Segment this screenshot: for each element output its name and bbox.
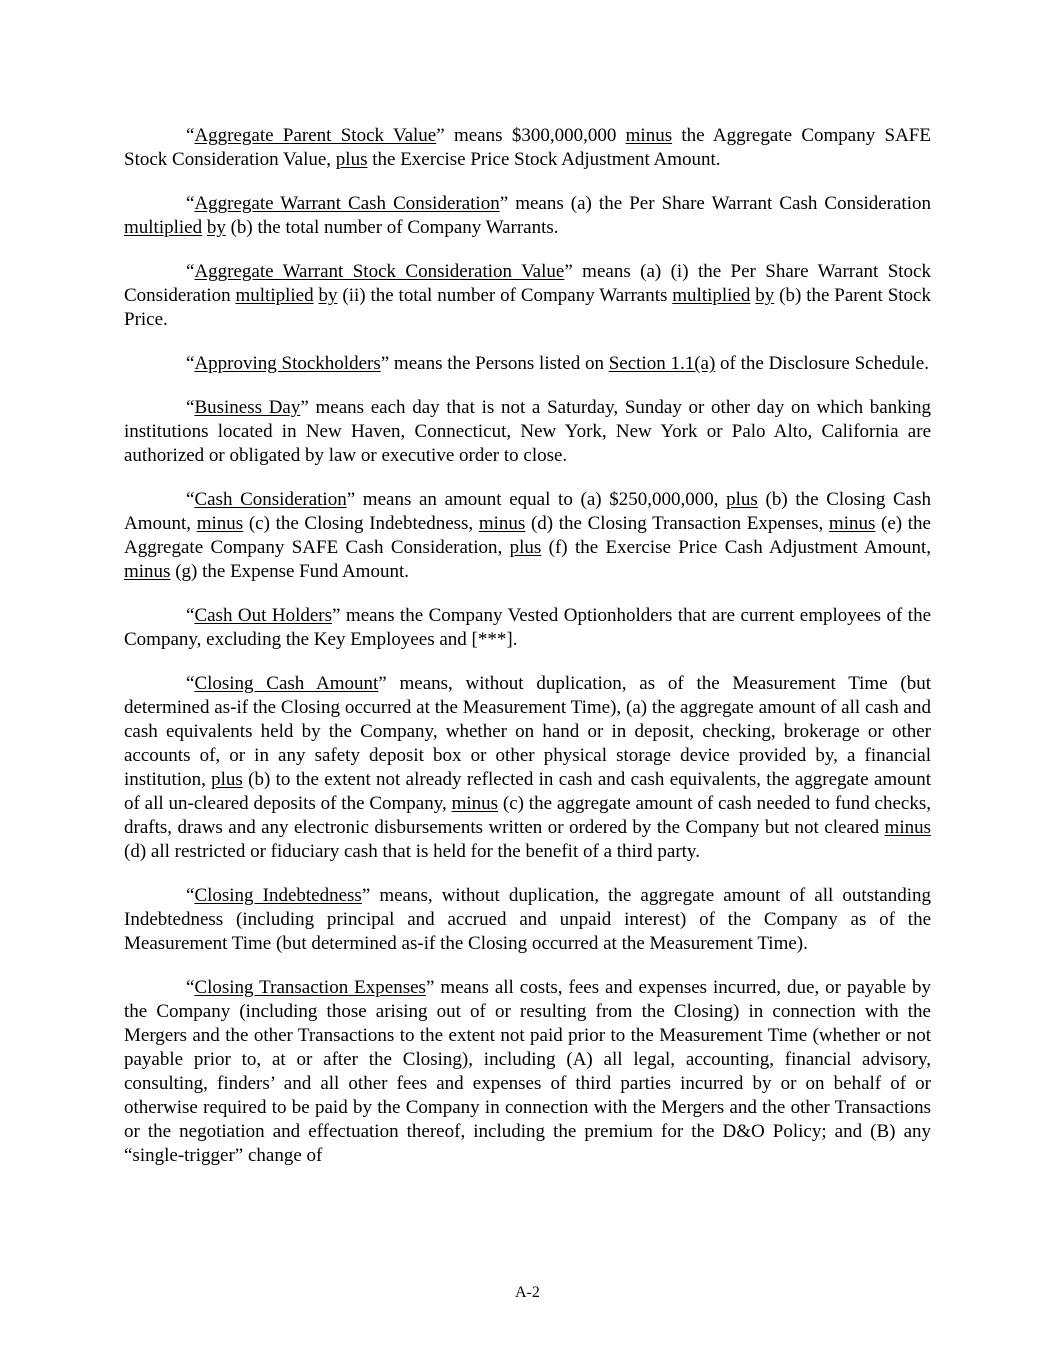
text-segment: (c) the Closing Indebtedness, — [243, 513, 479, 534]
section-reference: Section 1.1(a) — [608, 353, 716, 374]
text-segment: the Exercise Price Stock Adjustment Amount. — [367, 149, 721, 170]
defined-term: Aggregate Warrant Cash Consideration — [194, 193, 500, 214]
operator-term: plus — [509, 537, 542, 558]
definition-closing-transaction-expenses — [124, 976, 931, 1168]
text-segment: (b) the Closing Cash Amount, — [124, 489, 931, 534]
text-segment: “ — [186, 353, 195, 374]
text-segment: (b) the total number of Company Warrants. — [225, 217, 559, 238]
text-segment: “ — [186, 673, 195, 694]
defined-term: Approving Stockholders — [194, 353, 381, 374]
defined-term: Closing Cash Amount — [194, 673, 379, 694]
defined-term: Business Day — [194, 397, 301, 418]
defined-term: Cash Consideration — [194, 489, 347, 510]
text-segment: “ — [186, 977, 195, 998]
operator-term: minus — [124, 561, 171, 582]
defined-term: Aggregate Parent Stock Value — [194, 125, 437, 146]
operator-term: minus — [451, 793, 499, 814]
operator-term: minus — [478, 513, 526, 534]
text-segment: ” means the Persons listed on — [380, 353, 609, 374]
defined-term: Cash Out Holders — [194, 605, 333, 626]
text-segment: ” means the Company Vested Optionholders that are current employees of the Company, excluding the Key Employees and [***]. — [124, 605, 931, 650]
text-segment: ” means each day that is not a Saturday, Sunday or other day on which banking institutions located in New Haven, Connecticut, New York, New York or Palo Alto, California are authorized or obligated by law or executive order to close. — [124, 397, 931, 466]
operator-term: plus — [211, 769, 243, 790]
text-segment: ” means an amount equal to (a) $250,000,000, — [346, 489, 727, 510]
operator-term: plus — [335, 149, 368, 170]
definition-cash-consideration — [124, 488, 931, 584]
document-body — [124, 124, 931, 1188]
text-segment: “ — [186, 261, 195, 282]
operator-term: by — [206, 217, 226, 238]
defined-term: Aggregate Warrant Stock Consideration Value — [194, 261, 565, 282]
text-segment: ” means, without duplication, as of the Measurement Time (but determined as-if the Closing occurred at the Measurement Time), (a) the aggregate amount of all cash and cash equivalents held by the Company, whether on hand or in deposit, checking, brokerage or other accounts of, or in any safety deposit box or other physical storage device provided by, a financial institution, — [124, 673, 931, 790]
text-segment: (e) the Aggregate Company SAFE Cash Consideration, — [124, 513, 931, 558]
text-segment: ” means all costs, fees and expenses incurred, due, or payable by the Company (including those arising out of or resulting from the Closing) in connection with the Mergers and the other Transactions to the extent not paid prior to the Measurement Time (whether or not payable prior to, at or after the Closing), including (A) all legal, accounting, financial advisory, consulting, finders’ and all other fees and expenses of third parties incurred by or on behalf of or otherwise required to be paid by the Company in connection with the Mergers and the other Transactions or the negotiation and effectuation thereof, including the premium for the D&O Policy; and (B) any “single-trigger” change of — [124, 977, 931, 1166]
definition-business-day — [124, 396, 931, 468]
text-segment: (b) to the extent not already reflected in cash and cash equivalents, the aggregate amount of all un-cleared deposits of the Company, — [124, 769, 931, 814]
definition-aggregate-parent-stock-value — [124, 124, 931, 172]
definition-closing-indebtedness — [124, 884, 931, 956]
text-segment: (c) the aggregate amount of cash needed to fund checks, drafts, draws and any electronic disbursements written or ordered by the Company but not cleared — [124, 793, 931, 838]
defined-term: Closing Indebtedness — [194, 885, 362, 906]
operator-term: minus — [884, 817, 931, 838]
text-segment: ” means (a) the Per Share Warrant Cash Consideration — [499, 193, 931, 214]
text-segment: ” means $300,000,000 — [436, 125, 626, 146]
text-segment: of the Disclosure Schedule. — [715, 353, 929, 374]
operator-term: plus — [726, 489, 758, 510]
text-segment: ” means (a) (i) the Per Share Warrant Stock Consideration — [124, 261, 931, 306]
definition-approving-stockholders — [124, 352, 931, 376]
text-segment: (b) the Parent Stock Price. — [124, 285, 931, 330]
text-segment: “ — [186, 397, 195, 418]
text-segment: “ — [186, 193, 195, 214]
operator-term: by — [755, 285, 775, 306]
text-segment: (d) the Closing Transaction Expenses, — [525, 513, 829, 534]
text-segment: (g) the Expense Fund Amount. — [170, 561, 409, 582]
operator-term: minus — [625, 125, 673, 146]
definition-aggregate-warrant-stock-consideration-value — [124, 260, 931, 332]
operator-term: multiplied — [672, 285, 751, 306]
operator-term: minus — [828, 513, 876, 534]
operator-term: multiplied — [235, 285, 314, 306]
page-number: A-2 — [515, 1284, 540, 1301]
text-segment: (ii) the total number of Company Warrants — [337, 285, 673, 306]
defined-term: Closing Transaction Expenses — [194, 977, 426, 998]
text-segment: (f) the Exercise Price Cash Adjustment Amount, — [541, 537, 931, 558]
definition-cash-out-holders — [124, 604, 931, 652]
operator-term: multiplied — [124, 217, 203, 238]
text-segment: the Aggregate Company SAFE Stock Consideration Value, — [124, 125, 931, 170]
operator-term: minus — [196, 513, 244, 534]
definition-aggregate-warrant-cash-consideration — [124, 192, 931, 240]
text-segment: “ — [186, 125, 195, 146]
definition-closing-cash-amount — [124, 672, 931, 864]
text-segment: “ — [186, 605, 195, 626]
text-segment: ” means, without duplication, the aggregate amount of all outstanding Indebtedness (including principal and accrued and unpaid interest) of the Company as of the Measurement Time (but determined as-if the Closing occurred at the Measurement Time). — [124, 885, 931, 954]
text-segment: “ — [186, 885, 195, 906]
text-segment: (d) all restricted or fiduciary cash that is held for the benefit of a third party. — [124, 841, 700, 862]
operator-term: by — [318, 285, 338, 306]
text-segment: “ — [186, 489, 195, 510]
